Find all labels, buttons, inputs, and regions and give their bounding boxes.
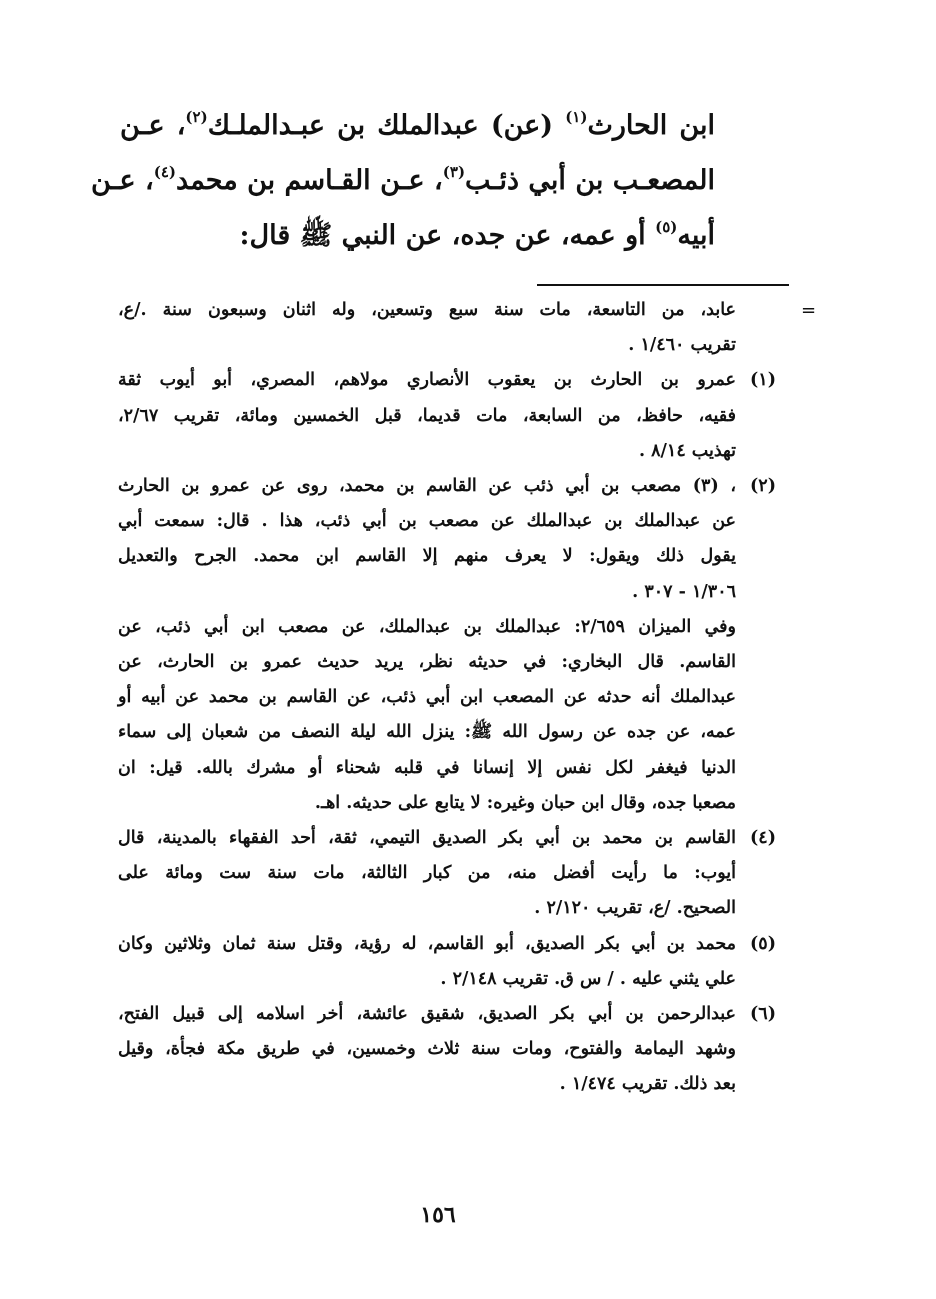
footnote	[118, 293, 788, 363]
footnote-line: أيوب: ما رأيت أفضل منه، من كبار الثالثة، مات سنة ست ومائة على	[118, 863, 736, 884]
footnote-line: ، (٣) مصعب بن أبي ذئب عن القاسم بن محمد، روى عن عمرو بن الحارث	[118, 476, 736, 497]
page-number: ١٥٦	[420, 1202, 456, 1228]
footnote	[118, 469, 788, 610]
footnote-number: (٤)	[750, 828, 776, 849]
footnote-line: علي يثني عليه . / س ق. تقريب ٢/١٤٨ .	[440, 968, 736, 989]
footnotes	[118, 293, 788, 1103]
footnote-line: عمرو بن الحارث بن يعقوب الأنصاري مولاهم، المصري، أبو أيوب ثقة	[118, 370, 736, 391]
footnote	[118, 821, 788, 927]
footnote-number: (١)	[750, 370, 776, 391]
footnote-number: (٥)	[750, 933, 776, 954]
footnote-line: الصحيح. /ع، تقريب ٢/١٢٠ .	[534, 898, 736, 919]
main-text-line: المصعـب بن أبي ذئـب$^{(٣)}$، عـن القـاسم بن محمد$^{(٤)}$، عـن	[91, 163, 715, 196]
footnote	[118, 363, 788, 469]
footnote-line: الدنيا فيغفر لكل نفس إلا إنسانا في قلبه شحناء أو مشرك بالله. قيل: ان	[118, 757, 736, 778]
footnote-divider	[537, 284, 789, 286]
continuation-mark: =	[801, 300, 817, 321]
footnote-line: عمه، عن جده عن رسول الله ﷺ: ينزل الله ليلة النصف من شعبان إلى سماء	[118, 722, 736, 743]
footnote-line: فقيه، حافظ، من السابعة، مات قديما، قبل الخمسين ومائة، تقريب ٢/٦٧،	[118, 405, 736, 426]
footnote-line: القاسم بن محمد بن أبي بكر الصديق التيمي، ثقة، أحد الفقهاء بالمدينة، قال	[118, 828, 736, 849]
footnote-line: عابد، من التاسعة، مات سنة سبع وتسعين، وله اثنان وسبعون سنة ./ع،	[118, 300, 736, 320]
main-text-line: أبيه$^{(٥)}$ أو عمه، عن جده، عن النبي ﷺ قال:	[239, 218, 715, 251]
footnote	[118, 997, 788, 1103]
footnote-line: تقريب ١/٤٦٠ .	[628, 335, 736, 356]
main-text-line: ابن الحارث$^{(١)}$ (عن) عبدالملك بن عبـدالملـك$^{(٢)}$، عـن	[120, 108, 715, 141]
footnote-line: وشهد اليمامة والفتوح، ومات سنة ثلاث وخمسين، في طريق مكة فجأة، وقيل	[118, 1039, 736, 1060]
footnote-number: (٢)	[750, 476, 776, 497]
footnote-line: مصعبا جده، وقال ابن حبان وغيره: لا يتابع على حديثه. اهـ.	[314, 792, 736, 813]
footnote-line: يقول ذلك ويقول: لا يعرف منهم إلا القاسم ابن محمد. الجرح والتعديل	[118, 546, 736, 567]
footnote-line: ١/٣٠٦ - ٣٠٧ .	[632, 581, 736, 602]
footnote-number: (٦)	[750, 1004, 776, 1025]
footnote-line: عبدالملك أنه حدثه عن المصعب ابن أبي ذئب، عن القاسم بن محمد عن أبيه أو	[118, 687, 736, 708]
footnote-line: بعد ذلك. تقريب ١/٤٧٤ .	[559, 1074, 736, 1095]
main-text	[91, 98, 715, 263]
footnote-line: عن عبدالملك بن عبدالملك عن مصعب بن أبي ذئب، هذا . قال: سمعت أبي	[118, 511, 736, 532]
footnote-line: القاسم. قال البخاري: في حديثه نظر، يريد حديث عمرو بن الحارث، عن	[118, 652, 736, 673]
footnote-line: وفي الميزان ٢/٦٥٩: عبدالملك بن عبدالملك، عن مصعب ابن أبي ذئب، عن	[118, 616, 736, 637]
footnote-line: عبدالرحمن بن أبي بكر الصديق، شقيق عائشة، أخر اسلامه إلى قبيل الفتح،	[118, 1004, 736, 1025]
footnote	[118, 610, 788, 821]
footnote	[118, 927, 788, 997]
footnote-line: محمد بن أبي بكر الصديق، أبو القاسم، له رؤية، وقتل سنة ثمان وثلاثين وكان	[118, 933, 736, 954]
footnote-line: تهذيب ٨/١٤ .	[638, 440, 736, 461]
